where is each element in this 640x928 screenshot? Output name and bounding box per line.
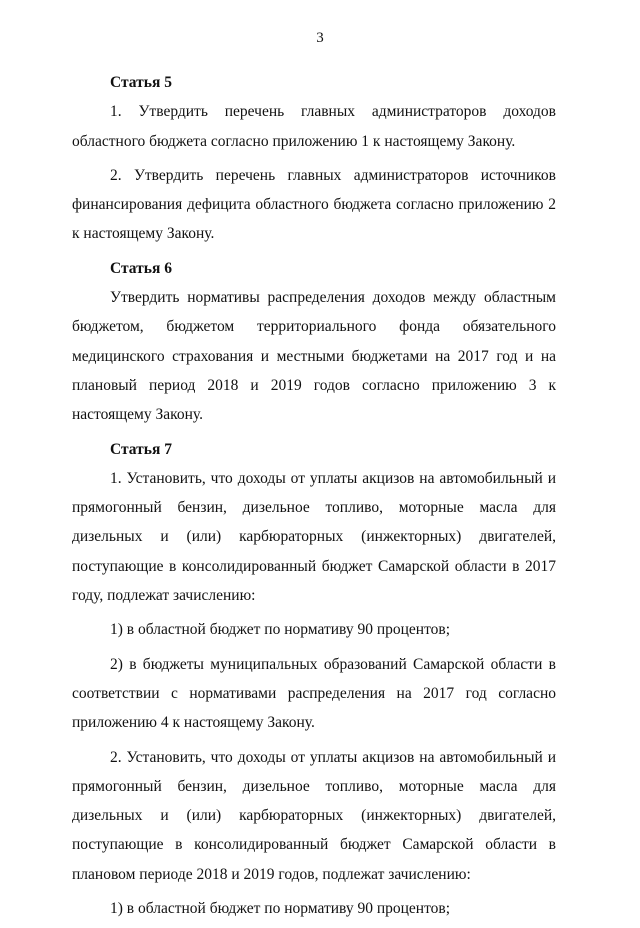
article-5-paragraph-1: 1. Утвердить перечень главных администраторов доходов областного бюджета согласно приложению 1 к настоящему Закону. <box>72 103 556 150</box>
article-7-item-2: 2) в бюджеты муниципальных образований Самарской области в соответствии с нормативами распределения на 2017 год согласно приложению 4 к настоящему Закону. <box>72 655 556 732</box>
article-7-paragraph-1: 1. Установить, что доходы от уплаты акцизов на автомобильный и прямогонный бензин, дизельное топливо, моторные масла для дизельных и (или) карбюраторных (инжекторных) двигателей, поступающие в консолидированный бюджет Самарской области в 2017 году, подлежат зачислению: <box>72 469 556 605</box>
article-7-paragraph-2: 2. Установить, что доходы от уплаты акцизов на автомобильный и прямогонный бензин, дизельное топливо, моторные масла для дизельных и (или) карбюраторных (инжекторных) двигателей, поступающие в консолидированный бюджет Самарской области в плановом периоде 2018 и 2019 годов, подлежат зачислению: <box>72 748 556 883</box>
article-7-item-1b: 1) в областной бюджет по нормативу 90 процентов; <box>110 900 451 918</box>
page-number: 3 <box>316 30 324 46</box>
article-5-heading: Статья 5 <box>110 74 172 91</box>
document-body <box>72 68 556 928</box>
article-7-heading: Статья 7 <box>110 440 172 458</box>
article-7-item-1: 1) в областной бюджет по нормативу 90 процентов; <box>110 621 451 639</box>
article-6-heading: Статья 6 <box>110 259 172 277</box>
article-5-paragraph-2: 2. Утвердить перечень главных администраторов источников финансирования дефицита областного бюджета согласно приложению 2 к настоящему Закону. <box>72 166 556 243</box>
article-6-paragraph-1: Утвердить нормативы распределения доходов между областным бюджетом, бюджетом территориального фонда обязательного медицинского страхования и местными бюджетами на 2017 год и на плановый период 2018 и 2019 годов согласно приложению 3 к настоящему Закону. <box>72 289 556 424</box>
